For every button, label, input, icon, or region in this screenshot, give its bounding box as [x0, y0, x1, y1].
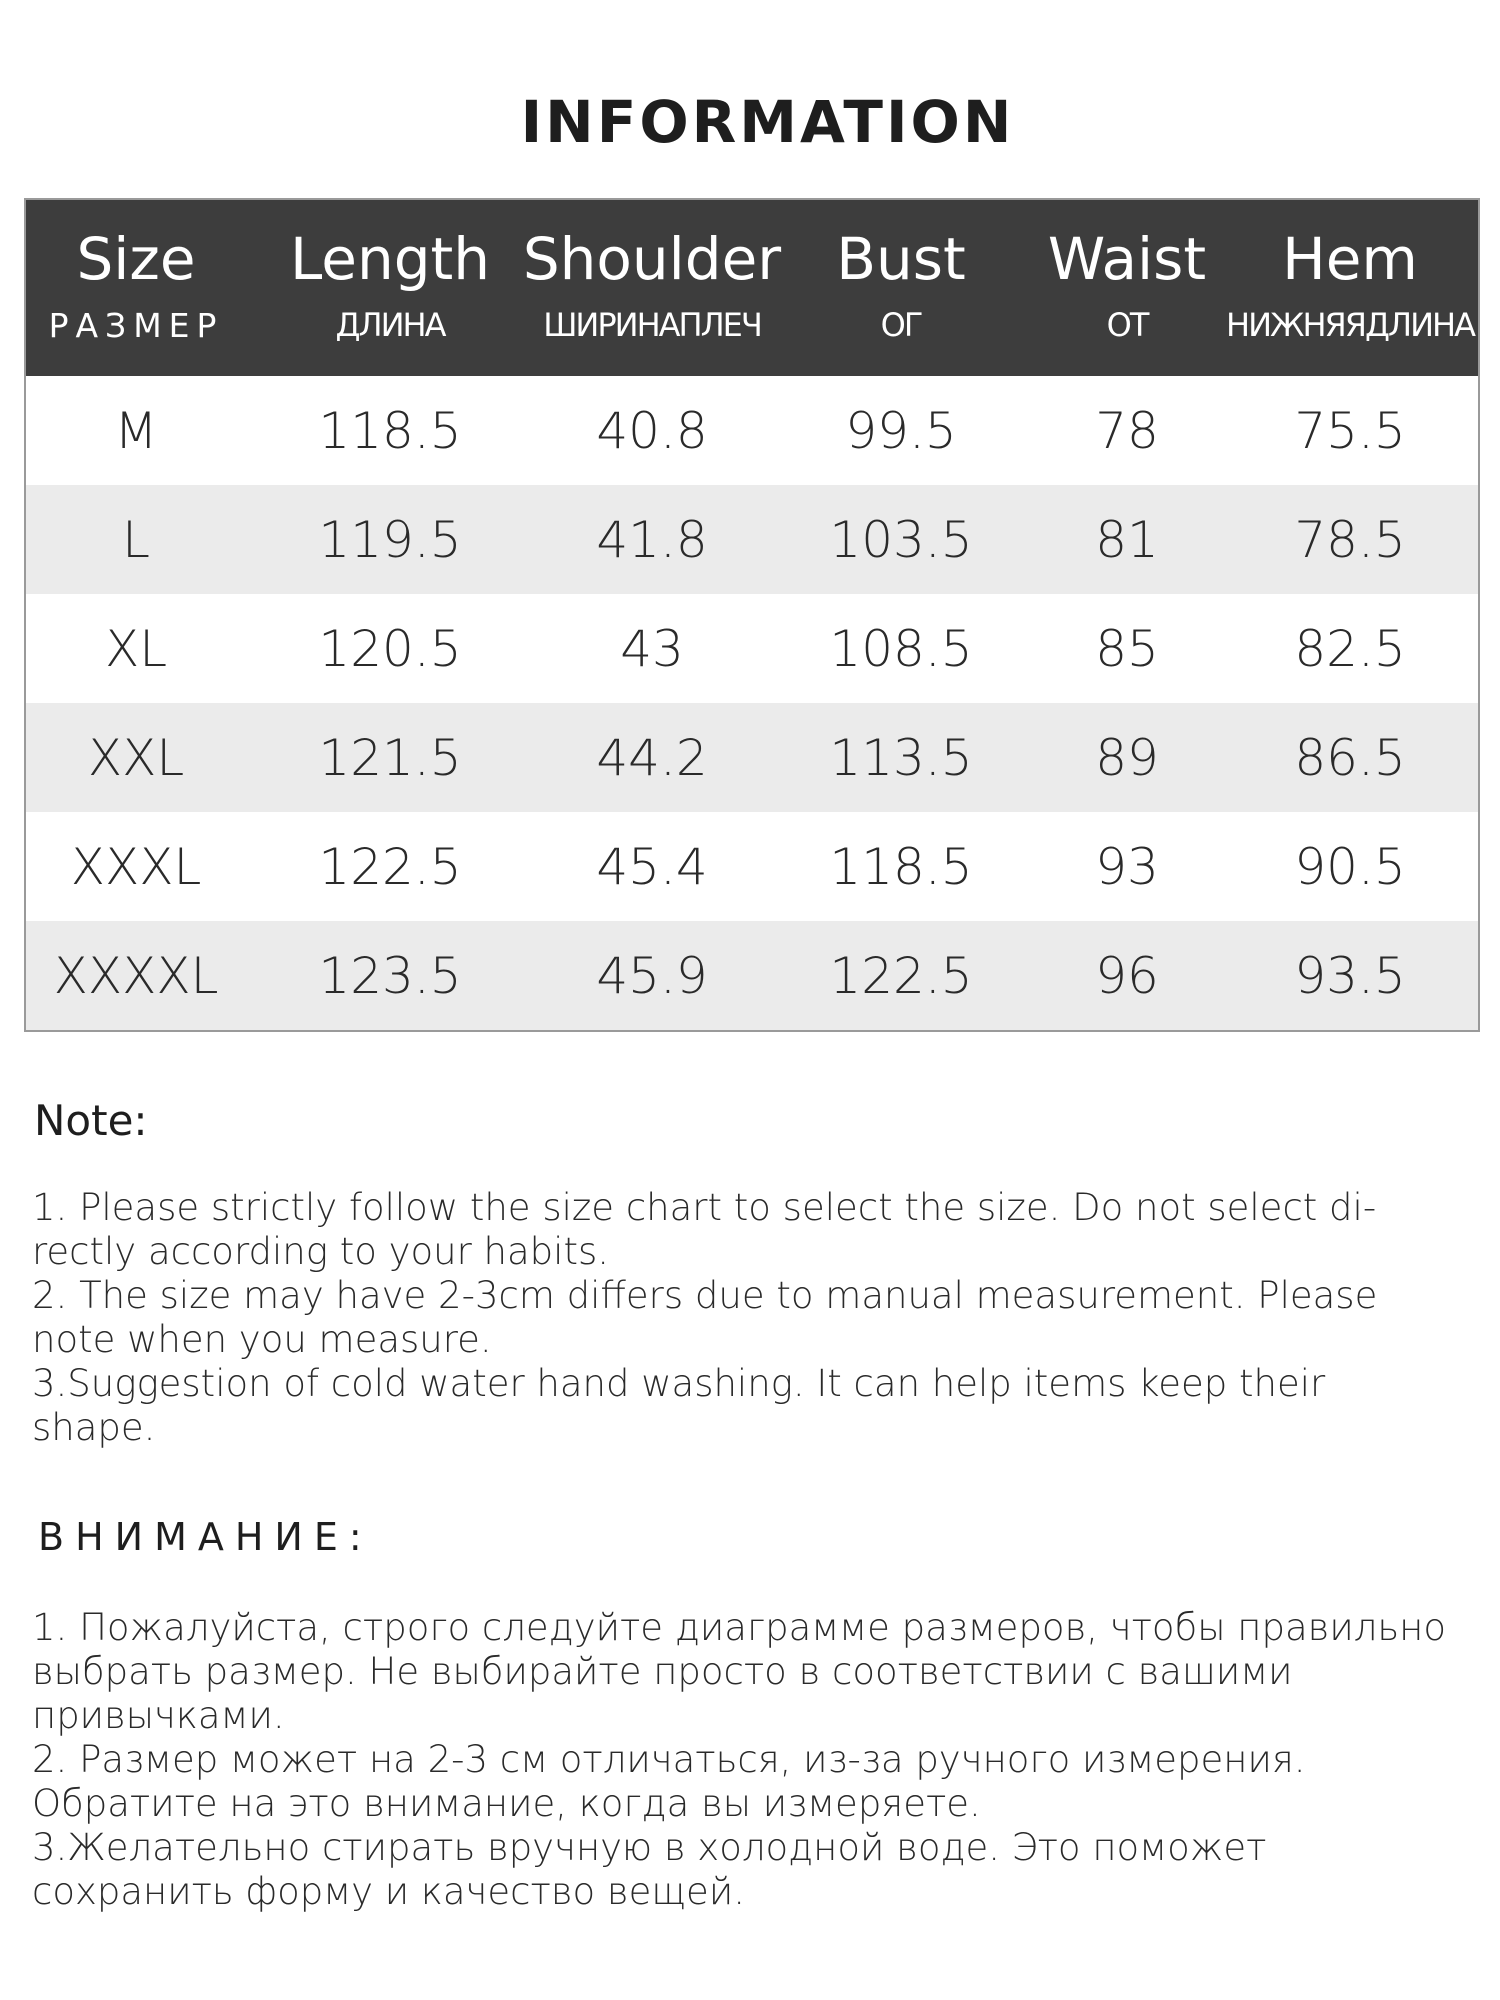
note-line: 1. Please strictly follow the size chart to select the size. Do not select di-	[32, 1186, 1377, 1229]
table-row	[26, 376, 1478, 485]
note-ru-heading: ВНИМАНИЕ:	[38, 1515, 373, 1559]
cell-hem: 78.5	[1294, 510, 1406, 569]
header-waist	[1032, 200, 1222, 376]
header-sublabel: РАЗМЕР	[48, 306, 224, 345]
note-ru-line: 1. Пожалуйста, строго следуйте диаграмме размеров, чтобы правильно	[32, 1606, 1446, 1649]
table-row	[26, 703, 1478, 812]
cell-bust: 108.5	[829, 619, 973, 678]
table-row	[26, 921, 1478, 1030]
header-sublabel: ДЛИНА	[335, 306, 445, 344]
table-header	[26, 200, 1478, 376]
cell-length: 119.5	[318, 510, 462, 569]
cell-bust: 122.5	[829, 946, 973, 1005]
header-size	[26, 200, 246, 376]
table-row	[26, 485, 1478, 594]
cell-shoulder: 41.8	[596, 510, 708, 569]
note-line: note when you measure.	[32, 1318, 492, 1361]
cell-shoulder: 40.8	[596, 401, 708, 460]
header-shoulder	[522, 200, 782, 376]
cell-hem: 90.5	[1294, 837, 1406, 896]
cell-size: XL	[104, 619, 168, 678]
note-line: 2. The size may have 2-3cm differs due to manual measurement. Please	[32, 1274, 1378, 1317]
cell-size: XXXXL	[53, 946, 219, 1005]
header-sublabel: ОТ	[1106, 306, 1148, 344]
cell-size: L	[122, 510, 150, 569]
cell-length: 121.5	[318, 728, 462, 787]
note-ru-line: сохранить форму и качество вещей.	[32, 1870, 745, 1913]
note-ru-line: выбрать размер. Не выбирайте просто в соответствии с вашими	[32, 1650, 1293, 1693]
cell-hem: 82.5	[1294, 619, 1406, 678]
cell-length: 123.5	[318, 946, 462, 1005]
cell-length: 120.5	[318, 619, 462, 678]
cell-shoulder: 43	[620, 619, 684, 678]
note-line: 3.Suggestion of cold water hand washing. It can help items keep their	[32, 1362, 1326, 1405]
cell-waist: 93	[1095, 837, 1159, 896]
cell-waist: 81	[1095, 510, 1159, 569]
cell-bust: 118.5	[829, 837, 973, 896]
note-line: rectly according to your habits.	[32, 1230, 609, 1273]
cell-shoulder: 45.9	[596, 946, 708, 1005]
cell-shoulder: 44.2	[596, 728, 708, 787]
header-sublabel: ОГ	[880, 306, 922, 344]
cell-waist: 78	[1095, 401, 1159, 460]
header-label: Length	[289, 225, 491, 293]
cell-hem: 75.5	[1294, 401, 1406, 460]
note-ru-line: Обратите на это внимание, когда вы измеряете.	[32, 1782, 981, 1825]
note-ru-line: привычками.	[32, 1694, 285, 1737]
header-length	[246, 200, 534, 376]
cell-bust: 99.5	[845, 401, 957, 460]
table-row	[26, 812, 1478, 921]
cell-length: 122.5	[318, 837, 462, 896]
header-bust	[770, 200, 1032, 376]
note-heading: Note:	[34, 1096, 148, 1145]
note-ru-line: 2. Размер может на 2-3 см отличаться, из-за ручного измерения.	[32, 1738, 1306, 1781]
header-sublabel: ШИРИНАПЛЕЧ	[543, 306, 761, 344]
note-ru-line: 3.Желательно стирать вручную в холодной воде. Это поможет	[32, 1826, 1267, 1869]
table-row	[26, 594, 1478, 703]
cell-size: M	[114, 401, 158, 460]
cell-hem: 93.5	[1294, 946, 1406, 1005]
cell-size: XXXL	[70, 837, 202, 896]
note-ru-text	[32, 1606, 1477, 1914]
cell-size: XXL	[87, 728, 185, 787]
header-label: Bust	[836, 225, 966, 293]
header-label: Hem	[1282, 225, 1418, 293]
cell-waist: 89	[1095, 728, 1159, 787]
cell-shoulder: 45.4	[596, 837, 708, 896]
cell-hem: 86.5	[1294, 728, 1406, 787]
note-line: shape.	[32, 1406, 156, 1449]
header-label: Shoulder	[522, 225, 782, 293]
cell-length: 118.5	[318, 401, 462, 460]
cell-waist: 96	[1095, 946, 1159, 1005]
cell-bust: 113.5	[829, 728, 973, 787]
note-text	[32, 1186, 1472, 1450]
header-label: Size	[76, 225, 196, 293]
size-chart-table	[24, 198, 1480, 1032]
page-title: INFORMATION	[520, 88, 1015, 156]
header-hem	[1222, 200, 1478, 376]
header-sublabel: НИЖНЯЯДЛИНА	[1226, 306, 1474, 344]
cell-waist: 85	[1095, 619, 1159, 678]
cell-bust: 103.5	[829, 510, 973, 569]
header-label: Waist	[1047, 225, 1207, 293]
